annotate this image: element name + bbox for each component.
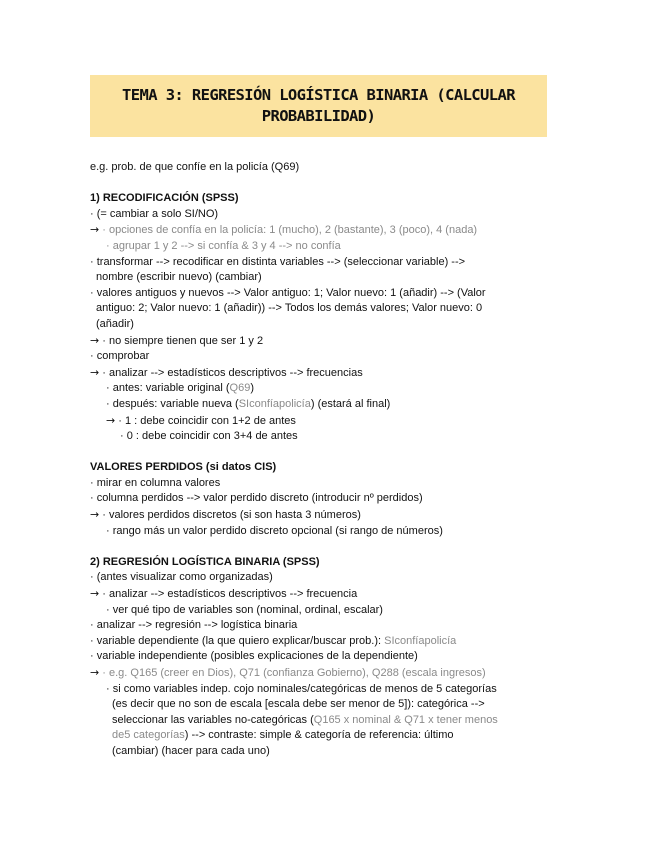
notes-body <box>90 160 560 760</box>
list-item: · (= cambiar a solo SI/NO) <box>90 207 219 220</box>
list-item: → · opciones de confía en la policía: 1 (mucho), 2 (bastante), 3 (poco), 4 (nada) <box>90 223 478 237</box>
list-item: · después: variable nueva (SIconfíapolicía) (estará al final) <box>106 397 391 410</box>
list-item-continuation: seleccionar las variables no-categóricas (Q165 x nominal & Q71 x tener menos <box>112 713 498 726</box>
arrow-icon: → <box>90 333 100 347</box>
arrow-icon: → <box>90 587 100 601</box>
arrow-icon: → <box>90 223 100 237</box>
list-item: · variable independiente (posibles explicaciones de la dependiente) <box>90 650 418 663</box>
list-item: → · analizar --> estadísticos descriptivos --> frecuencia <box>90 587 358 601</box>
list-item-continuation: (es decir que no son de escala [escala debe ser menor de 5]): categórica --> <box>112 698 485 711</box>
list-item: · comprobar <box>90 350 150 363</box>
list-item: · rango más un valor perdido discreto opcional (si rango de números) <box>106 524 443 537</box>
title-line-1: TEMA 3: REGRESIÓN LOGÍSTICA BINARIA (CALCULAR <box>122 86 515 104</box>
intro-text: e.g. prob. de que confíe en la policía (Q69) <box>90 161 300 173</box>
title-banner <box>90 75 547 137</box>
list-item: · valores antiguos y nuevos --> Valor antiguo: 1; Valor nuevo: 1 (añadir) --> (Valor <box>90 286 486 299</box>
arrow-icon: → <box>106 413 116 427</box>
list-item: · (antes visualizar como organizadas) <box>90 571 273 584</box>
list-item: · mirar en columna valores <box>90 476 221 489</box>
arrow-icon: → <box>90 666 100 679</box>
list-item: · ver qué tipo de variables son (nominal, ordinal, escalar) <box>106 603 383 616</box>
list-item-continuation: antiguo: 2; Valor nuevo: 1 (añadir)) --> Todos los demás valores; Valor nuevo: 0 <box>96 302 483 315</box>
list-item-continuation: de5 categorías) --> contraste: simple & categoría de referencia: último <box>112 729 454 742</box>
list-item: · antes: variable original (Q69) <box>106 382 254 395</box>
list-item: · columna perdidos --> valor perdido discreto (introducir nº perdidos) <box>90 492 423 505</box>
list-item-continuation: (añadir) <box>96 317 134 330</box>
arrow-icon: → <box>90 508 100 522</box>
list-item: → · 1 : debe coincidir con 1+2 de antes <box>106 413 296 427</box>
section-heading-valores-perdidos: VALORES PERDIDOS (si datos CIS) <box>90 461 277 474</box>
list-item-continuation: (cambiar) (hacer para cada uno) <box>112 744 270 757</box>
list-item: · analizar --> regresión --> logística binaria <box>90 619 298 632</box>
list-item: · si como variables indep. cojo nominales/categóricas de menos de 5 categorías <box>106 682 497 695</box>
arrow-icon: → <box>90 365 100 379</box>
list-item: → · analizar --> estadísticos descriptivos --> frecuencias <box>90 365 363 379</box>
title-line-2: PROBABILIDAD) <box>261 107 376 125</box>
list-item: → · no siempre tienen que ser 1 y 2 <box>90 333 264 347</box>
list-item-continuation: nombre (escribir nuevo) (cambiar) <box>96 271 262 284</box>
list-item: · variable dependiente (la que quiero explicar/buscar prob.): SIconfíapolicía <box>90 634 457 647</box>
list-item: → · e.g. Q165 (creer en Dios), Q71 (confianza Gobierno), Q288 (escala ingresos) <box>90 666 486 679</box>
list-item: · agrupar 1 y 2 --> si confía & 3 y 4 --> no confía <box>106 239 341 252</box>
list-item: → · valores perdidos discretos (si son hasta 3 números) <box>90 508 361 522</box>
section-heading-recodificacion: 1) RECODIFICACIÓN (SPSS) <box>90 192 239 205</box>
list-item: · transformar --> recodificar en distinta variables --> (seleccionar variable) --> <box>90 255 466 268</box>
section-heading-regresion: 2) REGRESIÓN LOGÍSTICA BINARIA (SPSS) <box>90 555 320 568</box>
list-item: · 0 : debe coincidir con 3+4 de antes <box>120 430 298 443</box>
